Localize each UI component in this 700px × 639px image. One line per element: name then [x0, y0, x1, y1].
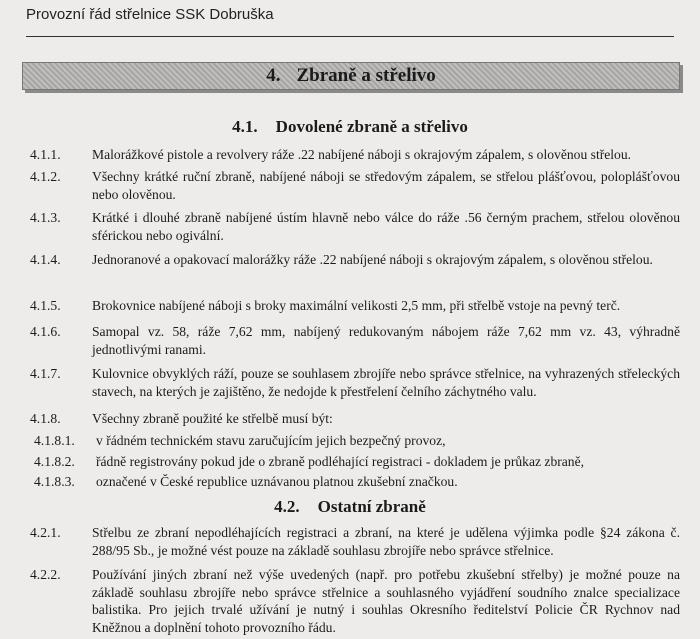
item-number: 4.1.5.: [30, 298, 61, 313]
item-text: Jednoranové a opakovací malorážky ráže .22 nabíjené náboji s okrajovým zápalem, s olověnou střelou.: [92, 252, 653, 267]
item-number: 4.1.6.: [30, 324, 61, 339]
item-text: řádně registrovány pokud jde o zbraně podléhající registraci - dokladem je průkaz zbraně,: [96, 454, 585, 469]
item-text: Malorážkové pistole a revolvery ráže .22 nabíjené náboji s okrajovým zápalem, s olověnou střelou.: [92, 147, 632, 162]
item-number: 4.1.3.: [30, 210, 61, 225]
item-number: 4.1.8.1.: [34, 433, 75, 448]
item-number: 4.2.2.: [30, 567, 61, 582]
item-number: 4.1.8.2.: [34, 454, 75, 469]
item-text: Všechny krátké ruční zbraně, nabíjené náboji se středovým zápalem, se střelou plášťovou, poloplášťovou nebo olověnou.: [92, 169, 680, 202]
section-title: Dovolené zbraně a střelivo: [275, 117, 468, 136]
section-title: Ostatní zbraně: [317, 497, 426, 516]
section-number: 4.1.: [232, 117, 258, 136]
item-number: 4.1.1.: [30, 147, 61, 162]
section-heading-4-2: [0, 497, 700, 517]
chapter-number: 4.: [266, 65, 281, 86]
item-text: Brokovnice nabíjené náboji s broky maximální velikosti 2,5 mm, při střelbě vstoje na pevný terč.: [92, 298, 621, 313]
item-text: Krátké i dlouhé zbraně nabíjené ústím hlavně nebo válce do ráže .56 černým prachem, střelou olověnou sférickou nebo ogivální.: [92, 210, 680, 243]
chapter-heading-bar: [22, 62, 680, 90]
header-divider: [26, 36, 674, 37]
item-text: Používání jiných zbraní než výše uvedených (např. pro potřebu zkušební střelby) je možné pouze na základě souhlasu zbrojíře nebo správce střelnice a souhlasného vyjádření soudního znalce specializace balistika. Pro jejich trvalé užívání je nutný i souhlas Okresního ředitelství Policie ČR Rychnov nad Kněžnou a doplnění tohoto provozního řádu.: [92, 567, 680, 635]
item-text: Střelbu ze zbraní nepodléhajících registraci a zbraní, na které je udělena výjimka podle §24 zákona č. 288/95 Sb., je možné vést pouze na základě souhlasu zbrojíře nebo správce střelnice.: [92, 525, 680, 558]
item-text: Samopal vz. 58, ráže 7,62 mm, nabíjený redukovaným nábojem ráže 7,62 mm vz. 43, výhradně jednotlivými ranami.: [92, 324, 680, 357]
item-text: Kulovnice obvyklých ráží, pouze se souhlasem zbrojíře nebo správce střelnice, na vyhrazených střeleckých stavech, na kterých je zajištěno, že nedojde k přestřelení čelního záchytného valu.: [92, 366, 680, 399]
item-number: 4.1.4.: [30, 252, 61, 267]
item-text: v řádném technickém stavu zaručujícím jejich bezpečný provoz,: [96, 433, 446, 448]
item-number: 4.1.8.: [30, 411, 61, 426]
section-number: 4.2.: [274, 497, 300, 516]
item-number: 4.1.2.: [30, 169, 61, 184]
item-number: 4.2.1.: [30, 525, 61, 540]
chapter-title: Zbraně a střelivo: [296, 65, 436, 86]
page-header-title: Provozní řád střelnice SSK Dobruška: [26, 6, 274, 23]
item-number: 4.1.7.: [30, 366, 61, 381]
item-text: Všechny zbraně použité ke střelbě musí být:: [92, 411, 333, 426]
item-text: označené v České republice uznávanou platnou zkušební značkou.: [96, 474, 458, 489]
section-heading-4-1: [0, 117, 700, 137]
item-number: 4.1.8.3.: [34, 474, 75, 489]
